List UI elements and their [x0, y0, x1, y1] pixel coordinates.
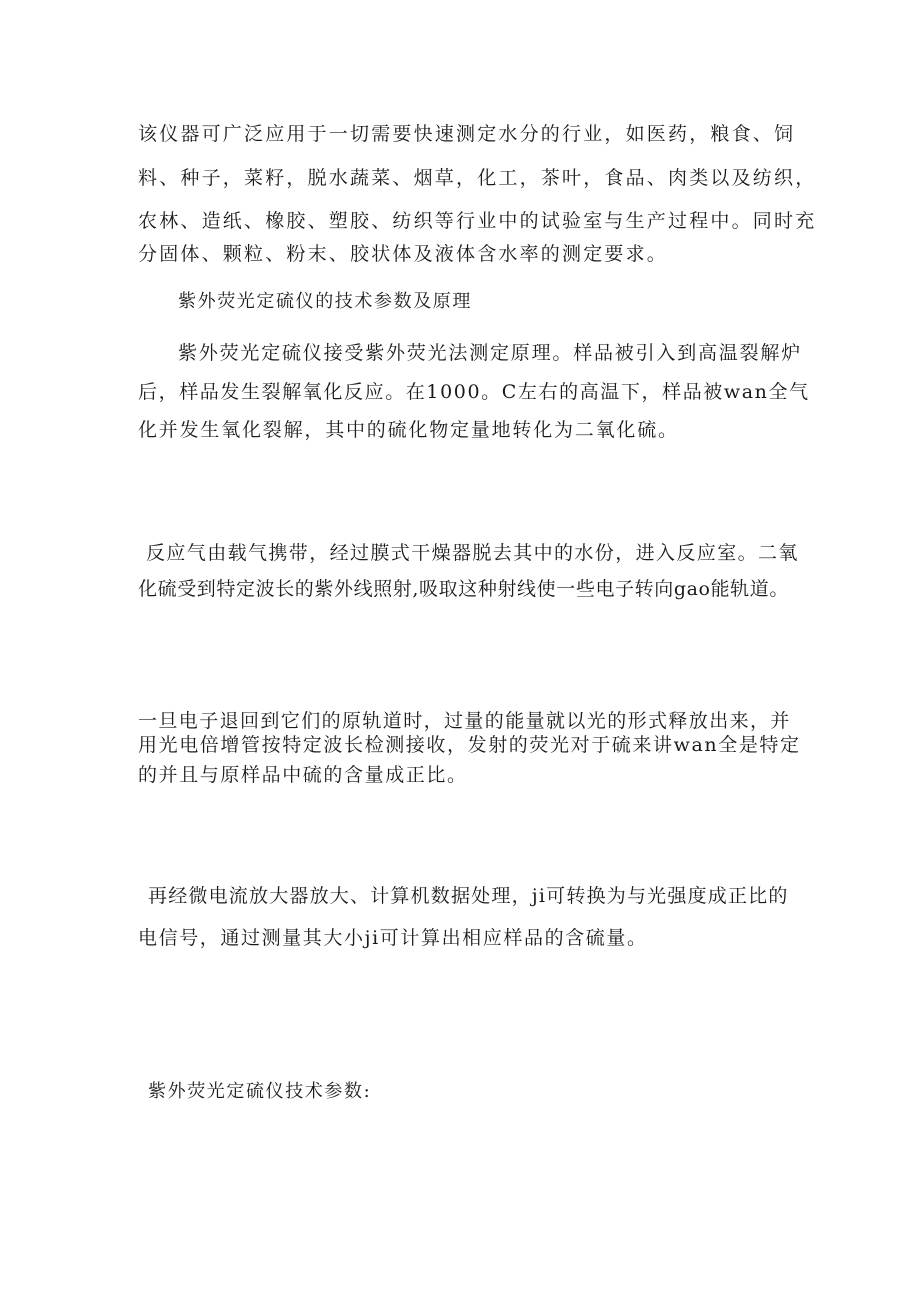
text-line: 紫外荧光定硫仪接受紫外荧光法测定原理。样品被引入到高温裂解炉: [178, 342, 803, 364]
text-line: 用光电倍增管按特定波长检测接收，发射的荧光对于硫来讲wan全是特定: [138, 734, 801, 756]
text-line: 再经微电流放大器放大、计算机数据处理，ji可转换为与光强度成正比的: [148, 885, 789, 907]
text-line: 的并且与原样品中硫的含量成正比。: [138, 764, 468, 786]
text-line: 反应气由载气携带，经过膜式干燥器脱去其中的水份，进入反应室。二氧: [146, 542, 799, 564]
section-heading: 紫外荧光定硫仪的技术参数及原理: [178, 291, 472, 312]
section-heading: 紫外荧光定硫仪技术参数:: [148, 1081, 372, 1102]
text-line: 分固体、颗粒、粉末、胶状体及液体含水率的测定要求。: [138, 243, 669, 265]
text-line: 该仪器可广泛应用于一切需要快速测定水分的行业，如医药，粮食、饲: [138, 123, 796, 145]
text-line: 后，样品发生裂解氧化反应。在1000。C左右的高温下，样品被wan全气: [138, 381, 810, 403]
text-line: 农林、造纸、橡胶、塑胶、纺织等行业中的试验室与生产过程中。同时充: [138, 210, 817, 232]
text-line: 电信号，通过测量其大小ji可计算出相应样品的含硫量。: [138, 927, 648, 949]
text-line: 一旦电子退回到它们的原轨道时，过量的能量就以光的形式释放出来，并: [138, 710, 791, 732]
text-line: 料、种子，菜籽，脱水蔬菜、烟草，化工，茶叶，食品、肉类以及纺织，: [138, 167, 817, 189]
text-line: 化硫受到特定波长的紫外线照射,吸取这种射线使一些电子转向gao能轨道。: [138, 578, 789, 600]
text-line: 化并发生氧化裂解，其中的硫化物定量地转化为二氧化硫。: [138, 419, 679, 441]
